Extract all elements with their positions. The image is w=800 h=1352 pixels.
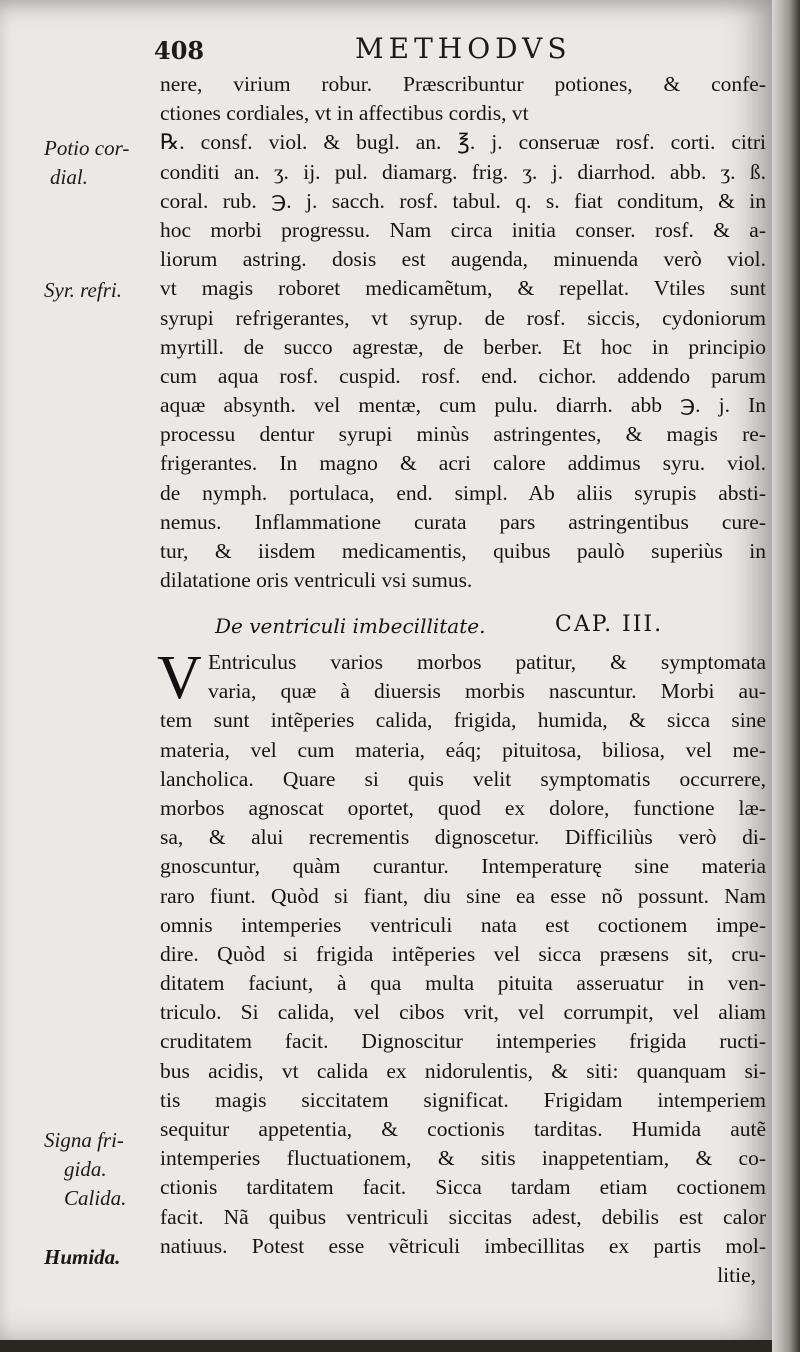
text-line: triculo. Si calida, vel cibos vrit, vel corrumpit, vel aliam xyxy=(160,1000,766,1025)
text-line: conditi an. ʒ. ij. pul. diamarg. frig. ʒ. j. diarrhod. abb. ʒ. ß. xyxy=(160,159,766,184)
text-line: materia, vel cum materia, eáq; pituitosa, biliosa, vel me- xyxy=(160,737,766,762)
running-head: METHODVS xyxy=(355,32,572,65)
text-line: processu dentur syrupi minùs astringentes, & magis re- xyxy=(160,422,766,447)
text-line: natiuus. Potest esse vẽtriculi imbecillitas ex partis mol- xyxy=(160,1233,766,1258)
chapter-label: CAP. III. xyxy=(555,612,664,637)
page-header xyxy=(150,30,750,70)
text-line: vt magis roboret medicamẽtum, & repellat. Vtiles sunt xyxy=(160,276,766,301)
page-number: 408 xyxy=(154,36,205,65)
main-text-part1 xyxy=(160,70,766,595)
text-line: facit. Nã quibus ventriculi siccitas adest, debilis est calor xyxy=(160,1204,766,1229)
text-line: varia, quæ à diuersis morbis nascuntur. Morbi au- xyxy=(208,679,766,704)
text-line: nere, virium robur. Præscribuntur potiones, & confe- xyxy=(160,72,766,96)
text-line: coral. rub. ℈. j. sacch. rosf. tabul. q. s. fiat conditum, & in xyxy=(160,188,766,213)
text-line: tur, & iisdem medicamentis, quibus paulò superiùs in xyxy=(160,539,766,563)
text-line: cum aqua rosf. cuspid. rosf. end. cichor. addendo parum xyxy=(160,363,766,388)
text-line: ctionis tarditatem facit. Sicca tardam etiam coctionem xyxy=(160,1175,766,1200)
text-line: dire. Quòd si frigida intẽperies vel sicca præsens sit, cru- xyxy=(160,941,766,966)
text-line: ditatem faciunt, à qua multa pituita asseruatur in ven- xyxy=(160,971,766,996)
text-line: ctiones cordiales, vt in affectibus cordis, vt xyxy=(160,101,529,126)
margin-note-potio-cordial: Potio cor- dial. xyxy=(44,136,130,189)
text-line: tem sunt intẽperies calida, frigida, humida, & sicca sine xyxy=(160,708,766,733)
text-line: tis magis siccitatem significat. Frigidam intemperiem xyxy=(160,1087,766,1112)
text-line: sa, & alui recrementis dignoscetur. Difficiliùs verò di- xyxy=(160,825,766,850)
drop-cap: V xyxy=(157,644,202,712)
margin-note-signa-frigida: Signa fri- gida. xyxy=(44,1128,124,1181)
margin-note-humida: Humida. xyxy=(44,1245,121,1269)
text-line: Entriculus varios morbos patitur, & symptomata xyxy=(208,650,766,674)
text-line: myrtill. de succo agrestæ, de berber. Et hoc in principio xyxy=(160,334,766,359)
text-line: de nymph. portulaca, end. simpl. Ab aliis syrupis absti- xyxy=(160,480,766,505)
text-line: morbos agnoscat oportet, quod ex dolore, functione læ- xyxy=(160,795,766,820)
text-line: dilatatione oris ventriculi vsi sumus. xyxy=(160,568,473,593)
text-line: omnis intemperies ventriculi nata est coctionem impe- xyxy=(160,912,766,937)
text-line: nemus. Inflammatione curata pars astringentibus cure- xyxy=(160,509,766,534)
book-gutter-shadow xyxy=(772,0,800,1352)
text-line: syrupi refrigerantes, vt syrup. de rosf. siccis, cydoniorum xyxy=(160,305,766,330)
chapter-title: De ventriculi imbecillitate. xyxy=(215,614,486,638)
margin-note-syr-refri: Syr. refri. xyxy=(44,278,122,302)
text-line: frigerantes. In magno & acri calore addimus syru. viol. xyxy=(160,451,766,476)
text-line: cruditatem facit. Dignoscitur intemperies frigida ructi- xyxy=(160,1029,766,1054)
text-line: sequitur appetentia, & coctionis tarditas. Humida autẽ xyxy=(160,1117,766,1141)
text-line: intemperies fluctuationem, & sitis inappetentiam, & co- xyxy=(160,1146,766,1171)
text-line: raro fiunt. Quòd si fiant, diu sine ea esse nõ possunt. Nam xyxy=(160,883,766,908)
text-line: litie, xyxy=(717,1262,756,1287)
text-line: lancholica. Quare si quis velit symptomatis occurrere, xyxy=(160,766,766,791)
text-line: liorum astring. dosis est augenda, minuenda verò viol. xyxy=(160,247,766,272)
margin-note-calida: Calida. xyxy=(64,1186,127,1210)
chapter-heading xyxy=(215,612,695,644)
main-text-part2 xyxy=(160,648,766,1290)
text-line: gnoscuntur, quàm curantur. Intemperaturę sine materia xyxy=(160,854,766,879)
text-line: bus acidis, vt calida ex nidorulentis, & siti: quanquam si- xyxy=(160,1058,766,1083)
text-line: hoc morbi progressu. Nam circa initia conser. rosf. & a- xyxy=(160,217,766,242)
text-line: ℞. consf. viol. & bugl. an. ℥. j. conseruæ rosf. corti. citri xyxy=(160,130,766,155)
text-line: aquæ absynth. vel mentæ, cum pulu. diarrh. abb ℈. j. In xyxy=(160,393,766,418)
